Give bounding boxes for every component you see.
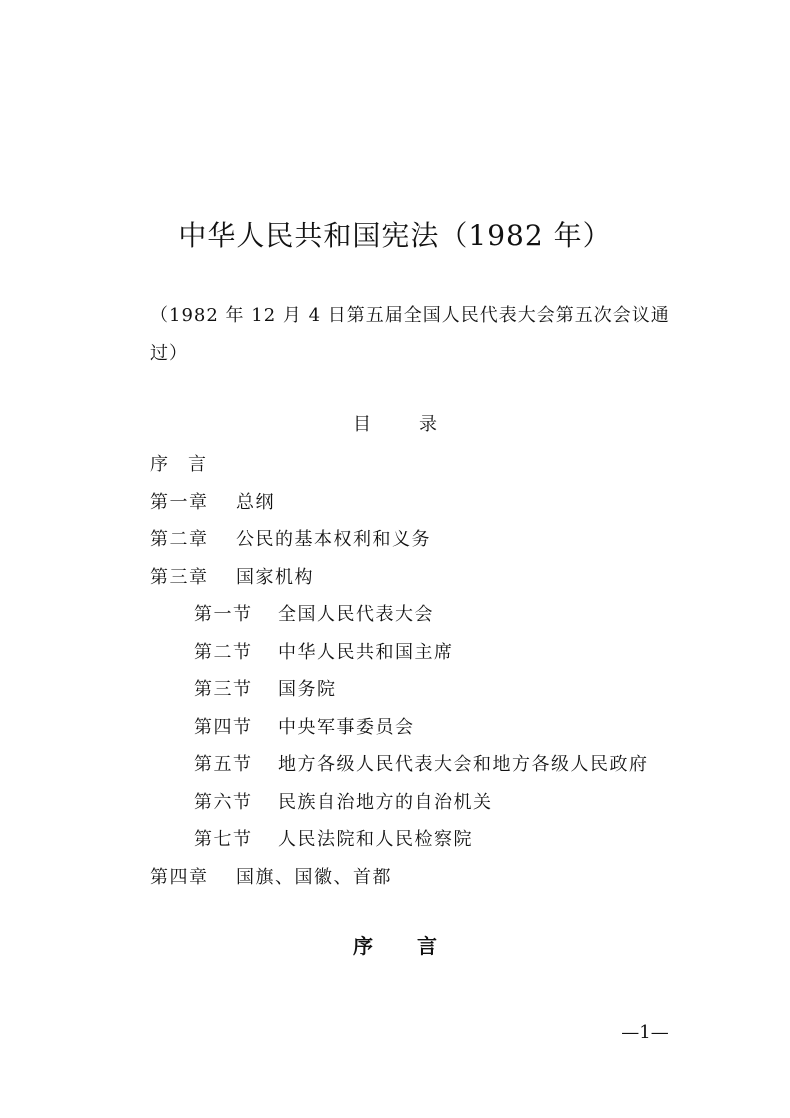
toc-item xyxy=(150,446,710,484)
toc-subitem xyxy=(150,784,710,822)
toc-item-title: 国旗、国徽、首都 xyxy=(236,866,392,888)
toc-item-title: 中央军事委员会 xyxy=(278,716,415,738)
toc-item-number: 第三节 xyxy=(194,679,253,700)
toc-item-title: 国务院 xyxy=(278,679,337,700)
toc-item xyxy=(150,559,710,597)
table-of-contents xyxy=(150,446,710,896)
toc-subitem xyxy=(150,746,710,784)
toc-item-number: 序言 xyxy=(150,454,226,475)
toc-item-number: 第二节 xyxy=(194,641,253,663)
toc-item-number: 第七节 xyxy=(194,829,253,850)
toc-item-title: 地方各级人民代表大会和地方各级人民政府 xyxy=(278,754,649,775)
toc-item-title: 中华人民共和国主席 xyxy=(278,641,454,663)
adoption-note: （1982 年 12 月 4 日第五届全国人民代表大会第五次会议通过） xyxy=(150,305,670,364)
toc-item-number: 第四节 xyxy=(194,716,253,738)
toc-item-number: 第二章 xyxy=(150,529,209,550)
toc-item-title: 民族自治地方的自治机关 xyxy=(278,791,493,813)
toc-subitem xyxy=(150,709,710,747)
page-number: —1— xyxy=(621,1022,669,1043)
toc-item-number: 第一节 xyxy=(194,604,253,625)
toc-item xyxy=(150,859,710,897)
toc-subitem xyxy=(150,634,710,672)
document-title: 中华人民共和国宪法（1982 年） xyxy=(178,219,612,252)
preface-heading: 序言 xyxy=(353,934,481,958)
toc-subitem xyxy=(150,821,710,859)
toc-heading: 目录 xyxy=(353,414,485,435)
toc-item-number: 第三章 xyxy=(150,566,209,588)
toc-item-number: 第五节 xyxy=(194,754,253,775)
toc-subitem xyxy=(150,596,710,634)
toc-subitem xyxy=(150,671,710,709)
toc-item-title: 总纲 xyxy=(236,491,275,513)
toc-item-number: 第四章 xyxy=(150,866,209,888)
toc-item xyxy=(150,484,710,522)
toc-item-number: 第六节 xyxy=(194,791,253,813)
toc-item-title: 公民的基本权利和义务 xyxy=(236,529,431,550)
toc-item-title: 人民法院和人民检察院 xyxy=(278,829,473,850)
toc-item-title: 全国人民代表大会 xyxy=(278,604,434,625)
toc-item xyxy=(150,521,710,559)
toc-item-title: 国家机构 xyxy=(236,566,314,588)
toc-item-number: 第一章 xyxy=(150,491,209,513)
